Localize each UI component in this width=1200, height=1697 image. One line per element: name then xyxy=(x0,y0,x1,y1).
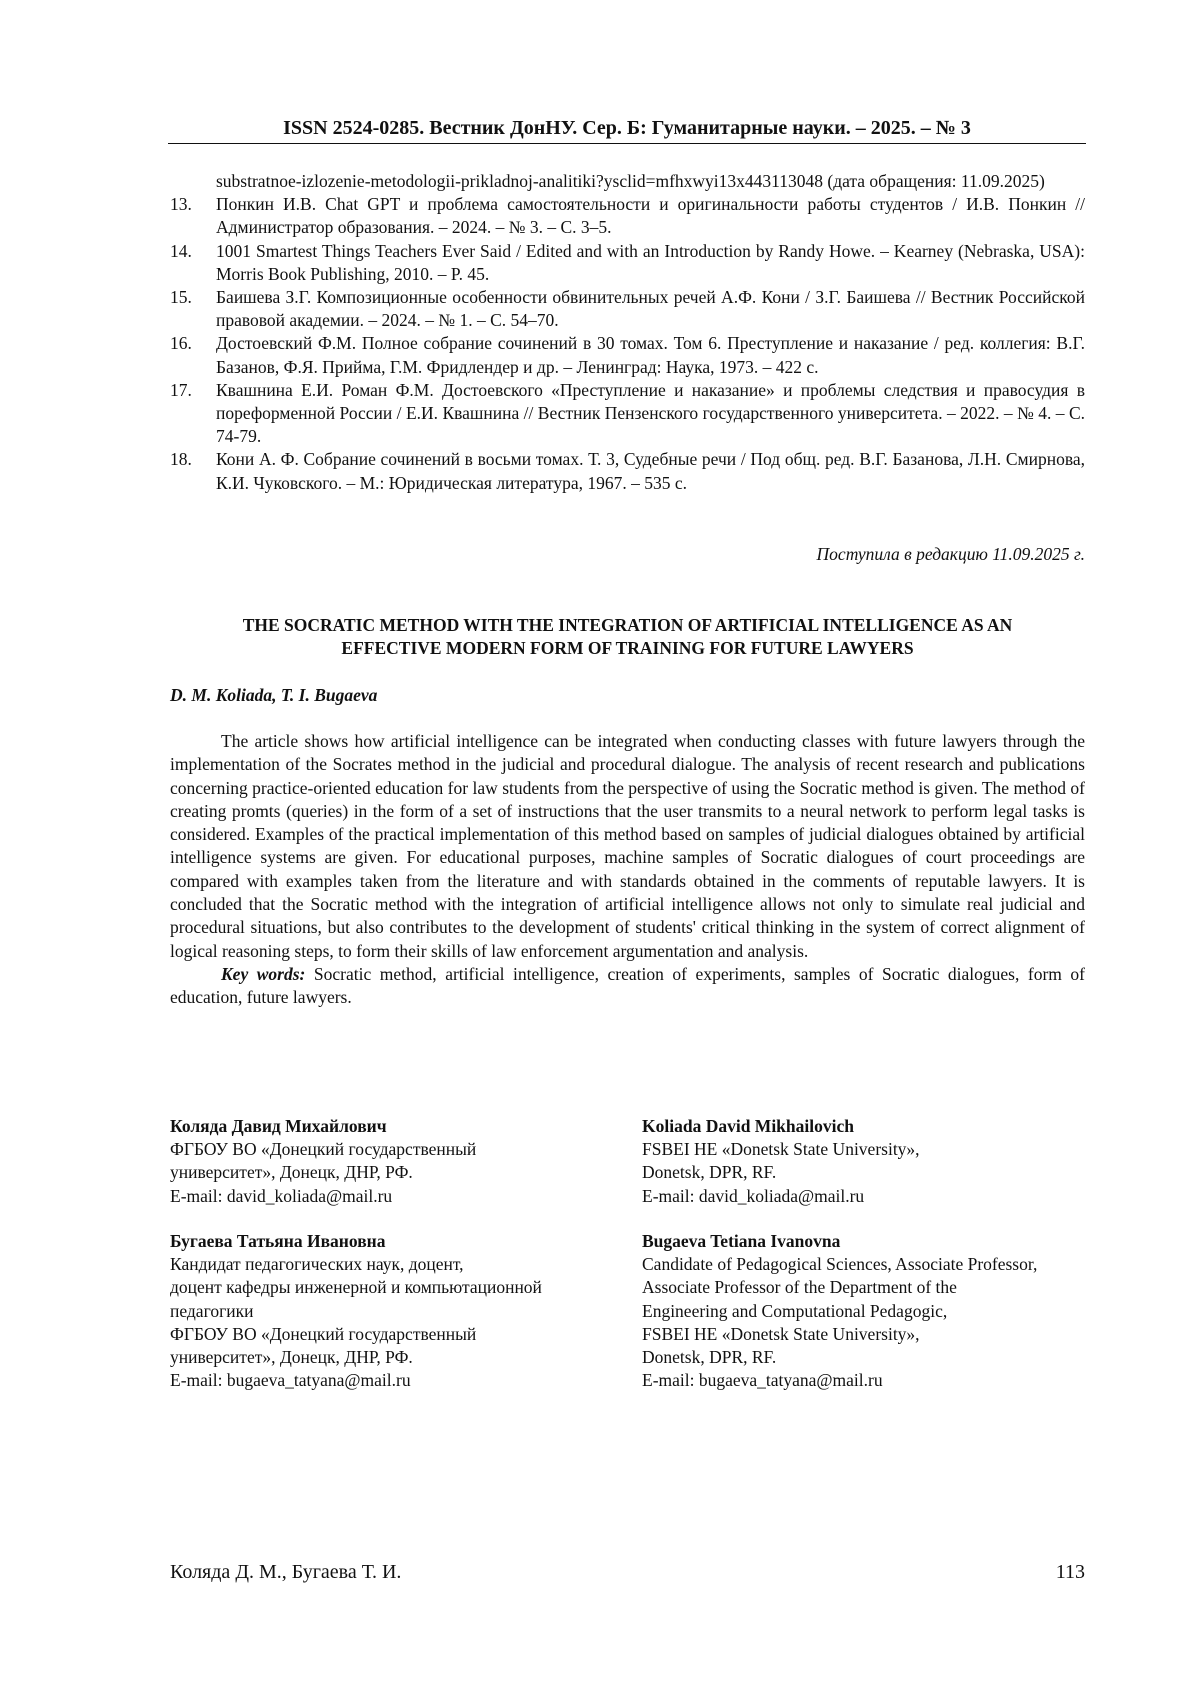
reference-text: Понкин И.В. Chat GPT и проблема самостоятельности и оригинальности работы студентов / И.В. Понкин // Администратор образования. – 2024. – № 3. – С. 3–5. xyxy=(216,194,1085,238)
reference-item xyxy=(170,286,1085,332)
references-list xyxy=(170,170,1085,495)
keywords-label: Key words: xyxy=(221,963,306,984)
reference-number: 18. xyxy=(170,449,192,470)
article-title-line: EFFECTIVE MODERN FORM OF TRAINING FOR FUTURE LAWYERS xyxy=(341,638,914,658)
reference-text: Достоевский Ф.М. Полное собрание сочинений в 30 томах. Том 6. Преступление и наказание / ред. коллегия: В.Г. Базанов, Ф.Я. Прийма, Г.М. Фридлендер и др. – Ленинград: Наука, 1973. – 422 с. xyxy=(216,333,1085,377)
reference-item xyxy=(170,448,1085,494)
keywords-text: Socratic method, artificial intelligence, creation of experiments, samples of Socratic dialogues, form of education, future lawyers. xyxy=(170,963,1086,1008)
reference-number xyxy=(170,170,216,193)
footer-authors: Коляда Д. М., Бугаева Т. И. xyxy=(170,1561,402,1583)
reference-number: 17. xyxy=(170,379,192,400)
affiliation-line: университет», Донецк, ДНР, РФ. xyxy=(170,1162,413,1183)
author-email: E-mail: bugaeva_tatyana@mail.ru xyxy=(642,1370,883,1391)
abstract-text: The article shows how artificial intelligence can be integrated when conducting classes with future lawyers through the implementation of the Socrates method in the judicial and procedural dialogue. The analysis of recent research and publications concerning practice-oriented education for law students from the perspective of using the Socratic method is given. The method of creating promts (queries) in the form of a set of instructions that the user transmits to a neural network to perform legal tasks is considered. Examples of the practical implementation of this method based on samples of judicial dialogues obtained by artificial intelligence systems are given. For educational purposes, machine samples of Socratic dialogues of court proceedings are compared with examples taken from the literature and with standards obtained in the comments of reputable lawyers. It is concluded that the Socratic method with the integration of artificial intelligence allows not only to simulate real judicial and procedural situations, but also contributes to the development of students' critical thinking in the system of correct alignment of logical reasoning steps, to form their skills of law enforcement argumentation and analysis. xyxy=(170,731,1085,961)
reference-item xyxy=(170,193,1085,239)
running-header: ISSN 2524-0285. Вестник ДонНУ. Сер. Б: Гуманитарные науки. – 2025. – № 3 xyxy=(168,116,1086,144)
author-email: E-mail: bugaeva_tatyana@mail.ru xyxy=(170,1370,411,1391)
author-name: Коляда Давид Михайлович xyxy=(170,1116,387,1136)
affiliation-line: университет», Донецк, ДНР, РФ. xyxy=(170,1347,413,1368)
reference-number: 16. xyxy=(170,333,192,354)
author-email: E-mail: david_koliada@mail.ru xyxy=(170,1185,393,1206)
reference-text: substratnoe-izlozenie-metodologii-prikladnoj-analitiki?ysclid=mfhxwyi13x443113048 (дата обращения: 11.09.2025) xyxy=(216,171,1045,191)
author-email: E-mail: david_koliada@mail.ru xyxy=(642,1185,865,1206)
keywords xyxy=(170,963,1085,1010)
page-number: 113 xyxy=(1055,1561,1085,1583)
affiliation-line: педагогики xyxy=(170,1300,254,1321)
reference-number: 13. xyxy=(170,194,192,215)
article-title-line: THE SOCRATIC METHOD WITH THE INTEGRATION OF ARTIFICIAL INTELLIGENCE AS AN xyxy=(242,615,1013,635)
reference-text: Кони А. Ф. Собрание сочинений в восьми томах. Т. 3, Судебные речи / Под общ. ред. В.Г. Базанова, Л.Н. Смирнова, К.И. Чуковского. – М.: Юридическая литература, 1967. – 535 с. xyxy=(216,449,1085,493)
reference-item xyxy=(170,240,1085,286)
abstract xyxy=(170,730,1085,1010)
affiliation-line: Donetsk, DPR, RF. xyxy=(642,1162,777,1183)
reference-item xyxy=(170,379,1085,449)
affiliation-line: Кандидат педагогических наук, доцент, xyxy=(170,1254,464,1275)
affiliation-line: Donetsk, DPR, RF. xyxy=(642,1347,777,1368)
article-title xyxy=(170,614,1085,660)
reference-number: 14. xyxy=(170,240,192,261)
affiliation-line: ФГБОУ ВО «Донецкий государственный xyxy=(170,1139,477,1160)
reference-text: 1001 Smartest Things Teachers Ever Said / Edited and with an Introduction by Randy Howe. – Kearney (Nebraska, USA): Morris Book Publishing, 2010. – P. 45. xyxy=(216,240,1085,284)
affiliation-line: Engineering and Computational Pedagogic, xyxy=(642,1300,948,1321)
affiliation-line: FSBEI HE «Donetsk State University», xyxy=(642,1323,920,1344)
affiliation-line: доцент кафедры инженерной и компьютационной xyxy=(170,1277,542,1298)
author-name: Bugaeva Tetiana Ivanovna xyxy=(642,1231,841,1251)
affiliation-line: Candidate of Pedagogical Sciences, Associate Professor, xyxy=(642,1254,1038,1275)
reference-item xyxy=(170,332,1085,378)
reference-text: Квашнина Е.И. Роман Ф.М. Достоевского «Преступление и наказание» и проблемы следствия и правосудия в пореформенной России / Е.И. Квашнина // Вестник Пензенского государственного университета. – 2022. – № 4. – С. 74-79. xyxy=(216,379,1085,447)
author-name: Бугаева Татьяна Ивановна xyxy=(170,1231,386,1251)
author-name: Koliada David Mikhailovich xyxy=(642,1116,854,1136)
article-authors: D. M. Koliada, T. I. Bugaeva xyxy=(170,685,378,705)
reference-item xyxy=(170,170,1085,193)
reference-number: 15. xyxy=(170,287,192,308)
affiliation-ru-bugaeva xyxy=(170,1230,630,1392)
affiliation-line: ФГБОУ ВО «Донецкий государственный xyxy=(170,1323,477,1344)
affiliation-line: FSBEI HE «Donetsk State University», xyxy=(642,1139,920,1160)
affiliation-en-koliada xyxy=(642,1115,1102,1208)
affiliation-ru-koliada xyxy=(170,1115,630,1208)
reference-text: Баишева З.Г. Композиционные особенности обвинительных речей А.Ф. Кони / З.Г. Баишева // Вестник Российской правовой академии. – 2024. – № 1. – С. 54–70. xyxy=(216,287,1085,331)
affiliation-en-bugaeva xyxy=(642,1230,1102,1392)
received-date: Поступила в редакцию 11.09.2025 г. xyxy=(816,544,1085,564)
affiliation-line: Associate Professor of the Department of the xyxy=(642,1277,957,1298)
